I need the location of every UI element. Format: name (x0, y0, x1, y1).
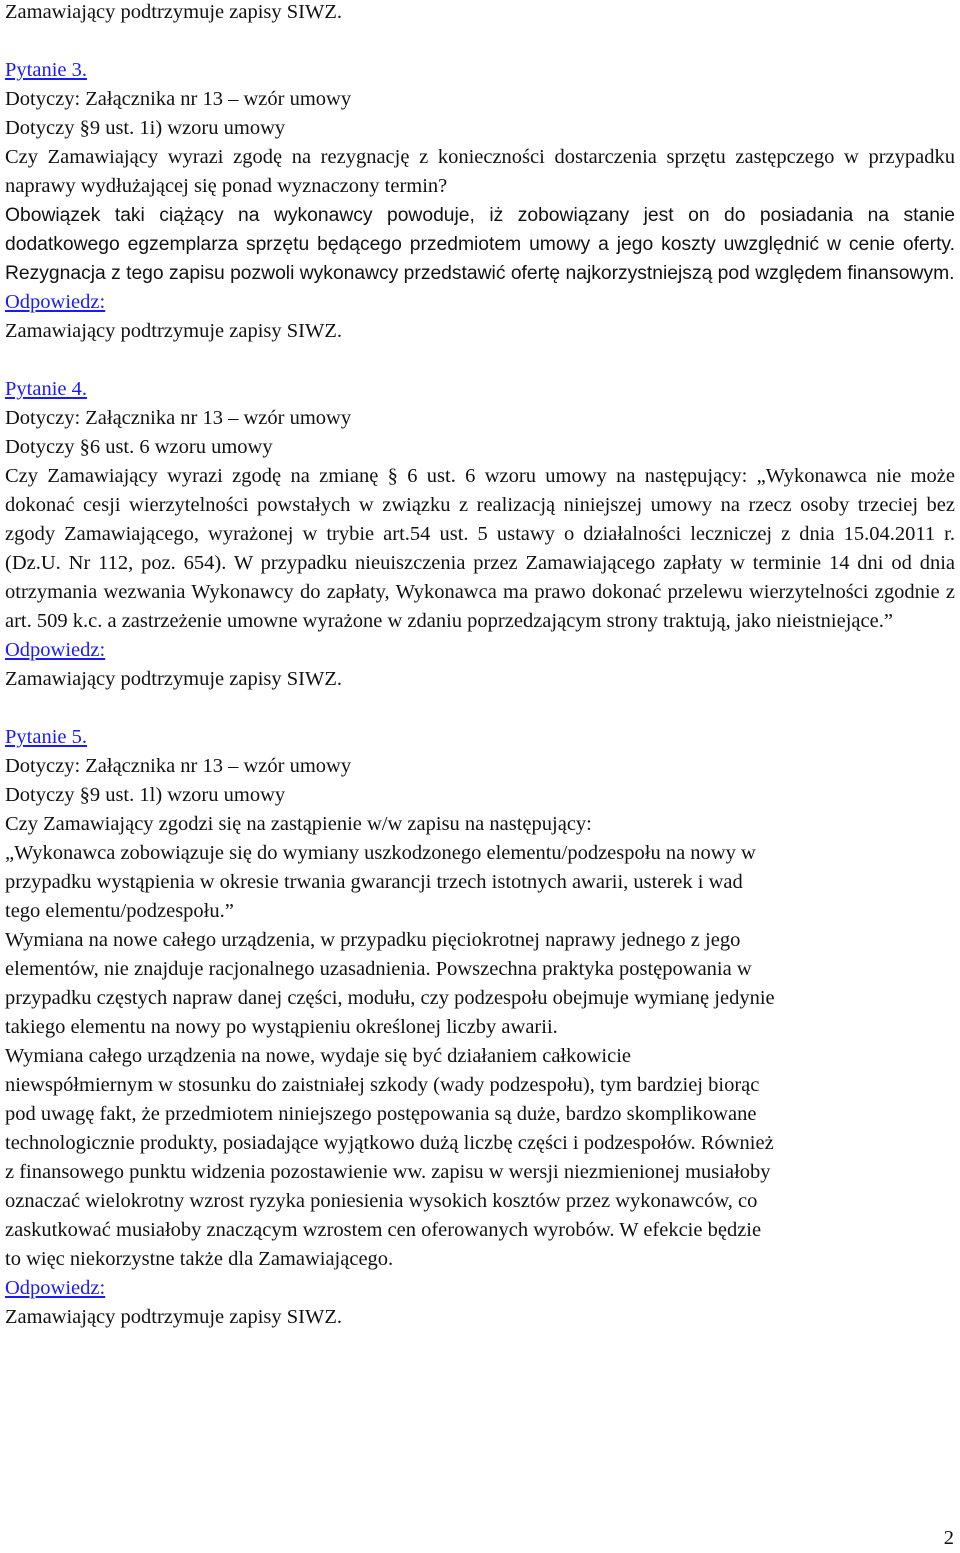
question-5-concerns: Dotyczy: Załącznika nr 13 – wzór umowy (5, 755, 352, 777)
question-4-reference: Dotyczy §6 ust. 6 wzoru umowy (5, 436, 273, 458)
justification-line: technologicznie produkty, posiadające wyjątkowo dużą liczbę części i podzespołów. Również (5, 1132, 774, 1154)
justification-line: niewspółmiernym w stosunku do zaistniałej szkody (wady podzespołu), tym bardziej biorąc (5, 1074, 760, 1096)
quote-line: tego elementu/podzespołu.” (5, 900, 234, 922)
justification-line: przypadku częstych napraw danej części, modułu, czy podzespołu obejmuje wymianę jedynie (5, 987, 775, 1009)
quote-line: przypadku wystąpienia w okresie trwania gwarancji trzech istotnych awarii, usterek i wad (5, 871, 743, 893)
justification-line: Wymiana na nowe całego urządzenia, w przypadku pięciokrotnej naprawy jednego z jego (5, 929, 741, 951)
question-4-concerns: Dotyczy: Załącznika nr 13 – wzór umowy (5, 407, 352, 429)
justification-line: elementów, nie znajduje racjonalnego uzasadnienia. Powszechna praktyka postępowania w (5, 958, 752, 980)
justification-line: z finansowego punktu widzenia pozostawienie ww. zapisu w wersji niezmienionej musiałoby (5, 1161, 771, 1183)
justification-line: pod uwagę fakt, że przedmiotem niniejszego postępowania są duże, bardzo skomplikowane (5, 1103, 757, 1125)
question-5-proposed-wording (5, 839, 955, 926)
question-3-heading: Pytanie 3. (5, 59, 87, 81)
question-5-justification-1 (5, 926, 955, 1042)
question-5-justification-2 (5, 1042, 955, 1274)
question-3-text: Czy Zamawiający wyrazi zgodę na rezygnację z konieczności dostarczenia sprzętu zastępczego w przypadku naprawy wydłużającej się ponad wyznaczony termin? (5, 146, 955, 197)
question-4-section (5, 375, 955, 694)
question-3-justification (5, 201, 955, 288)
question-5-text: Czy Zamawiający zgodzi się na zastąpienie w/w zapisu na następujący: (5, 813, 592, 835)
document-page (5, 0, 955, 1332)
question-5-answer-label: Odpowiedz: (5, 1277, 106, 1299)
question-3-concerns: Dotyczy: Załącznika nr 13 – wzór umowy (5, 88, 352, 110)
question-4-answer-label: Odpowiedz: (5, 639, 106, 661)
spacer (5, 27, 955, 56)
question-5-reference: Dotyczy §9 ust. 1l) wzoru umowy (5, 784, 286, 806)
question-3-reference: Dotyczy §9 ust. 1i) wzoru umowy (5, 117, 286, 139)
question-4-text: Czy Zamawiający wyrazi zgodę na zmianę § 6 ust. 6 wzoru umowy na następujący: „Wykonawca nie może dokonać cesji wierzytelności powstałych w związku z realizacją niniejszej umowy na rzecz osoby trzeciej bez zgody Zamawiającego, wyrażonej w trybie art.54 ust. 5 ustawy o działalności leczniczej z dnia 15.04.2011 r. (Dz.U. Nr 112, poz. 654). W przypadku nieuiszczenia przez Zamawiającego zapłaty w terminie 14 dni od dnia otrzymania wezwania Wykonawcy do zapłaty, Wykonawca ma prawo dokonać przelewu wierzytelności zgodnie z art. 509 k.c. a zastrzeżenie umowne wyrażone w zdaniu poprzedzającym strony traktują, jako nieistniejące.” (5, 465, 955, 632)
question-5-section (5, 723, 955, 1332)
question-5-heading: Pytanie 5. (5, 726, 87, 748)
justification-line: Wymiana całego urządzenia na nowe, wydaje się być działaniem całkowicie (5, 1045, 632, 1067)
question-3-answer: Zamawiający podtrzymuje zapisy SIWZ. (5, 320, 342, 342)
question-4-answer: Zamawiający podtrzymuje zapisy SIWZ. (5, 668, 342, 690)
question-3-answer-label: Odpowiedz: (5, 291, 106, 313)
question-3-justification-part2: Rezygnacja z tego zapisu pozwoli wykonawcy przedstawić ofertę najkorzystniejszą pod względem finansowym. (5, 263, 955, 284)
spacer (5, 694, 955, 723)
question-5-answer: Zamawiający podtrzymuje zapisy SIWZ. (5, 1306, 342, 1328)
page-number: 2 (943, 1527, 954, 1549)
justification-line: to więc niekorzystne także dla Zamawiającego. (5, 1248, 394, 1270)
previous-answer: Zamawiający podtrzymuje zapisy SIWZ. (5, 1, 342, 23)
question-4-heading: Pytanie 4. (5, 378, 87, 400)
justification-line: takiego elementu na nowy po wystąpieniu określonej liczby awarii. (5, 1016, 558, 1038)
question-3-section (5, 56, 955, 346)
spacer (5, 346, 955, 375)
question-3-justification-part1: Obowiązek taki ciążący na wykonawcy powoduje, iż zobowiązany jest on do posiadania na stanie dodatkowego egzemplarza sprzętu będącego przedmiotem umowy a jego koszty uwzględnić w cenie oferty. (5, 205, 955, 255)
justification-line: oznaczać wielokrotny wzrost ryzyka poniesienia wysokich kosztów przez wykonawców, co (5, 1190, 758, 1212)
justification-line: zaskutkować musiałoby znaczącym wzrostem cen oferowanych wyrobów. W efekcie będzie (5, 1219, 762, 1241)
quote-line: „Wykonawca zobowiązuje się do wymiany uszkodzonego elementu/podzespołu na nowy w (5, 842, 756, 864)
